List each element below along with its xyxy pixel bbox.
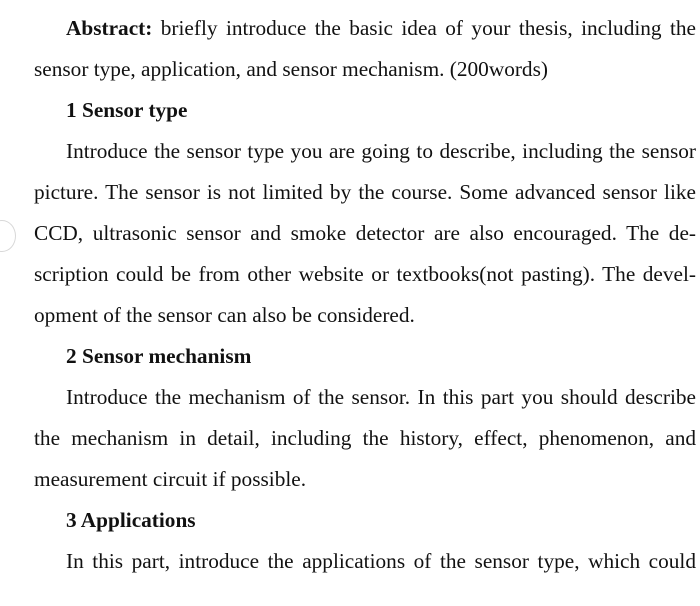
section-heading-sensor-mechanism: 2 Sensor mechanism: [66, 344, 252, 368]
applications-line-1: In this part, introduce the applications of the sensor type, which could: [66, 549, 696, 573]
sensor-type-line-3: CCD, ultrasonic sensor and smoke detector are also encouraged. The de-: [34, 221, 696, 245]
sensor-type-line-5: opment of the sensor can also be considered.: [34, 303, 415, 327]
sensor-type-line-1: Introduce the sensor type you are going to describe, including the sensor: [66, 139, 696, 163]
section-heading-sensor-type: 1 Sensor type: [66, 98, 188, 122]
page-edge-marker: [0, 220, 16, 252]
sensor-mechanism-line-2: the mechanism in detail, including the history, effect, phenomenon, and: [34, 426, 696, 450]
abstract-text: briefly introduce the basic idea of your thesis, including the: [152, 16, 696, 40]
abstract-label: Abstract:: [66, 16, 153, 40]
sensor-mechanism-line-1: Introduce the mechanism of the sensor. In this part you should describe: [66, 385, 696, 409]
sensor-mechanism-line-3: measurement circuit if possible.: [34, 467, 307, 491]
sensor-type-line-4: scription could be from other website or textbooks(not pasting). The devel-: [34, 262, 696, 286]
section-heading-applications: 3 Applications: [66, 508, 196, 532]
abstract-line-1: [34, 8, 696, 49]
sensor-type-line-2: picture. The sensor is not limited by the course. Some advanced sensor like: [34, 180, 696, 204]
abstract-line-2: sensor type, application, and sensor mechanism. (200words): [34, 57, 548, 81]
document-page: [34, 8, 696, 582]
